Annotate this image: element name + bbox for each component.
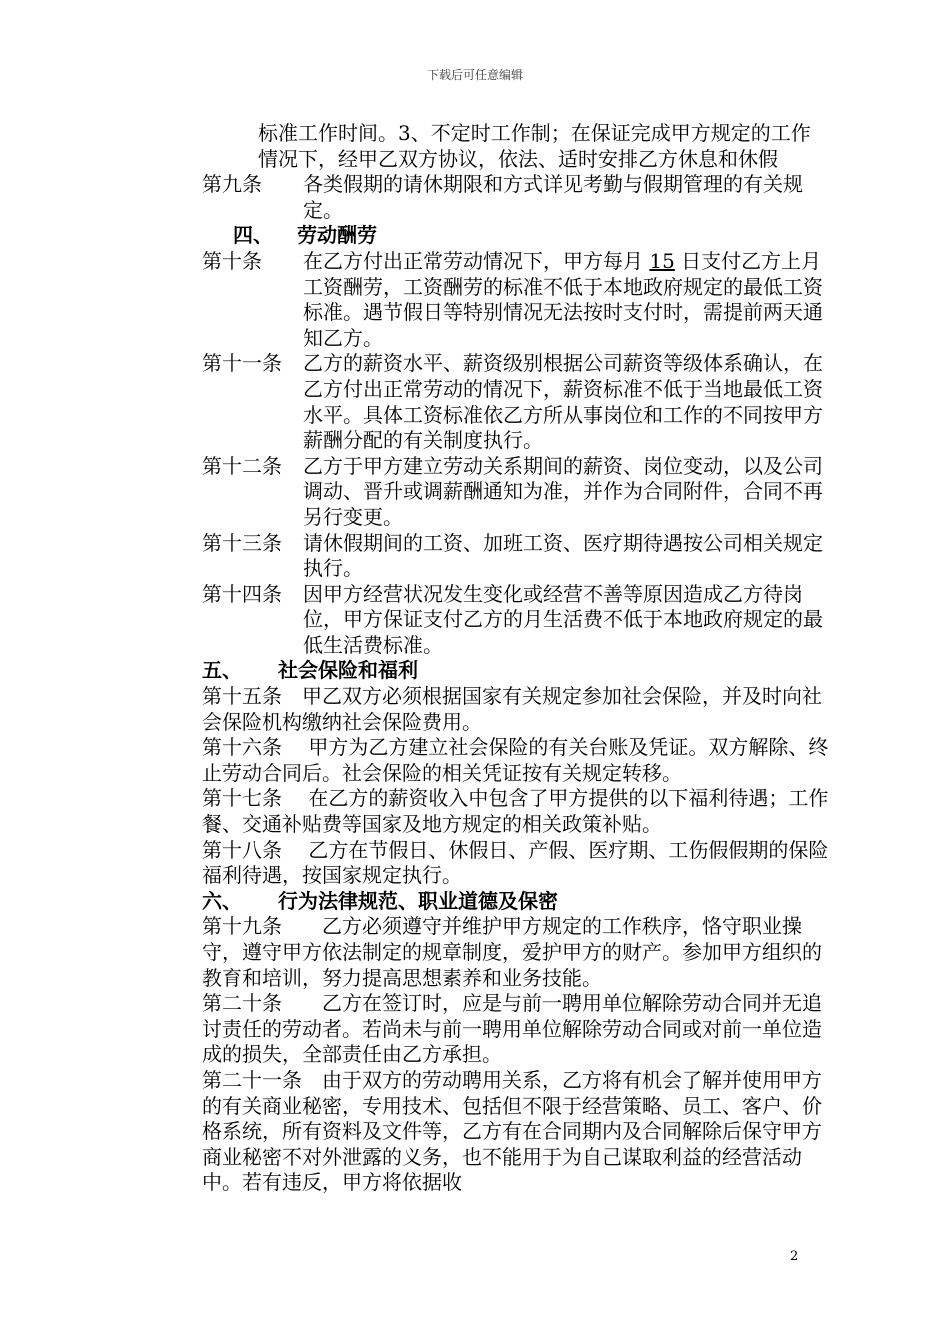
article-text-a: 在乙方付出正常劳动情况下，甲方每月: [303, 248, 650, 273]
article-text: 请休假期间的工资、加班工资、医疗期待遇按公司相关规定执行。: [303, 530, 823, 581]
article-10: [202, 249, 830, 351]
article-text: 各类假期的请休期限和方式详见考勤与假期管理的有关规定。: [303, 172, 803, 222]
article-11: [202, 351, 830, 453]
section-number: 五、: [202, 658, 242, 683]
article-number: 第九条: [202, 172, 262, 197]
section-title: 劳动酬劳: [297, 223, 377, 248]
article-19: 第十九条 乙方必须遵守并维护甲方规定的工作秩序，恪守职业操守，遵守甲方依法制定的规章制度，爱护甲方的财产。参加甲方组织的教育和培训，努力提高思想素养和业务技能。: [202, 914, 822, 990]
article-text: 因甲方经营状况发生变化或经营不善等原因造成乙方待岗位，甲方保证支付乙方的月生活费不低于本地政府规定的最低生活费标准。: [303, 581, 823, 657]
article-12: [202, 454, 830, 531]
carryover-paragraph: 标准工作时间。3、不定时工作制；在保证完成甲方规定的工作情况下，经甲乙双方协议，依法、适时安排乙方休息和休假: [258, 121, 811, 171]
article-number: 第十二条: [202, 453, 282, 478]
section-heading-4: [202, 223, 830, 249]
page-header: 下载后可任意编辑: [426, 68, 523, 82]
article-9: [202, 172, 830, 223]
article-number: 第十条: [202, 248, 262, 273]
section-title: 社会保险和福利: [278, 658, 418, 683]
article-18: 第十八条 乙方在节假日、休假日、产假、医疗期、工伤假假期的保险福利待遇，按国家规定执行。: [202, 837, 829, 888]
article-text: 乙方于甲方建立劳动关系期间的薪资、岗位变动，以及公司调动、晋升或调薪酬通知为准，并作为合同附件，合同不再另行变更。: [303, 453, 823, 529]
pay-day-value: 15: [649, 248, 675, 273]
section-title: 行为法律规范、职业道德及保密: [278, 888, 558, 913]
article-13: [202, 531, 830, 582]
article-21: 第二十一条 由于双方的劳动聘用关系，乙方将有机会了解并使用甲方的有关商业秘密，专用技术、包括但不限于经营策略、员工、客户、价格系统，所有资料及文件等，乙方有在合同期内及合同解除后保守甲方商业秘密不对外泄露的义务，也不能用于为自己谋取利益的经营活动中。若有违反，甲方将依据收: [202, 1067, 822, 1195]
article-14: [202, 582, 830, 659]
article-number: 第十一条: [202, 351, 282, 376]
section-number: 六、: [202, 888, 242, 913]
section-heading-5: [202, 658, 830, 684]
article-text: 乙方的薪资水平、薪资级别根据公司薪资等级体系确认，在乙方付出正常劳动的情况下，薪资标准不低于当地最低工资水平。具体工资标准依乙方所从事岗位和工作的不同按甲方薪酬分配的有关制度执行。: [303, 351, 823, 453]
article-17: 第十七条 在乙方的薪资收入中包含了甲方提供的以下福利待遇；工作餐、交通补贴费等国家及地方规定的相关政策补贴。: [202, 786, 829, 837]
section-number: 四、: [233, 223, 273, 248]
article-15: 第十五条 甲乙双方必须根据国家有关规定参加社会保险，并及时向社会保险机构缴纳社会保险费用。: [202, 684, 822, 734]
article-number: 第十四条: [202, 581, 282, 606]
document-body: [202, 121, 830, 1196]
article-20: 第二十条 乙方在签订时，应是与前一聘用单位解除劳动合同并无追讨责任的劳动者。若尚未与前一聘用单位解除劳动合同或对前一单位造成的损失，全部责任由乙方承担。: [202, 991, 822, 1067]
page-number: 2: [790, 1249, 799, 1264]
article-text-b: 日支付乙方上月工资酬劳，工资酬劳的标准不低于本地政府规定的最低工资标准。遇节假日等特别情况无法按时支付时，需提前两天通知乙方。: [303, 248, 823, 350]
section-heading-6: [202, 889, 830, 915]
article-16: 第十六条 甲方为乙方建立社会保险的有关台账及凭证。双方解除、终止劳动合同后。社会保险的相关凭证按有关规定转移。: [202, 735, 829, 785]
article-number: 第十三条: [202, 530, 282, 555]
